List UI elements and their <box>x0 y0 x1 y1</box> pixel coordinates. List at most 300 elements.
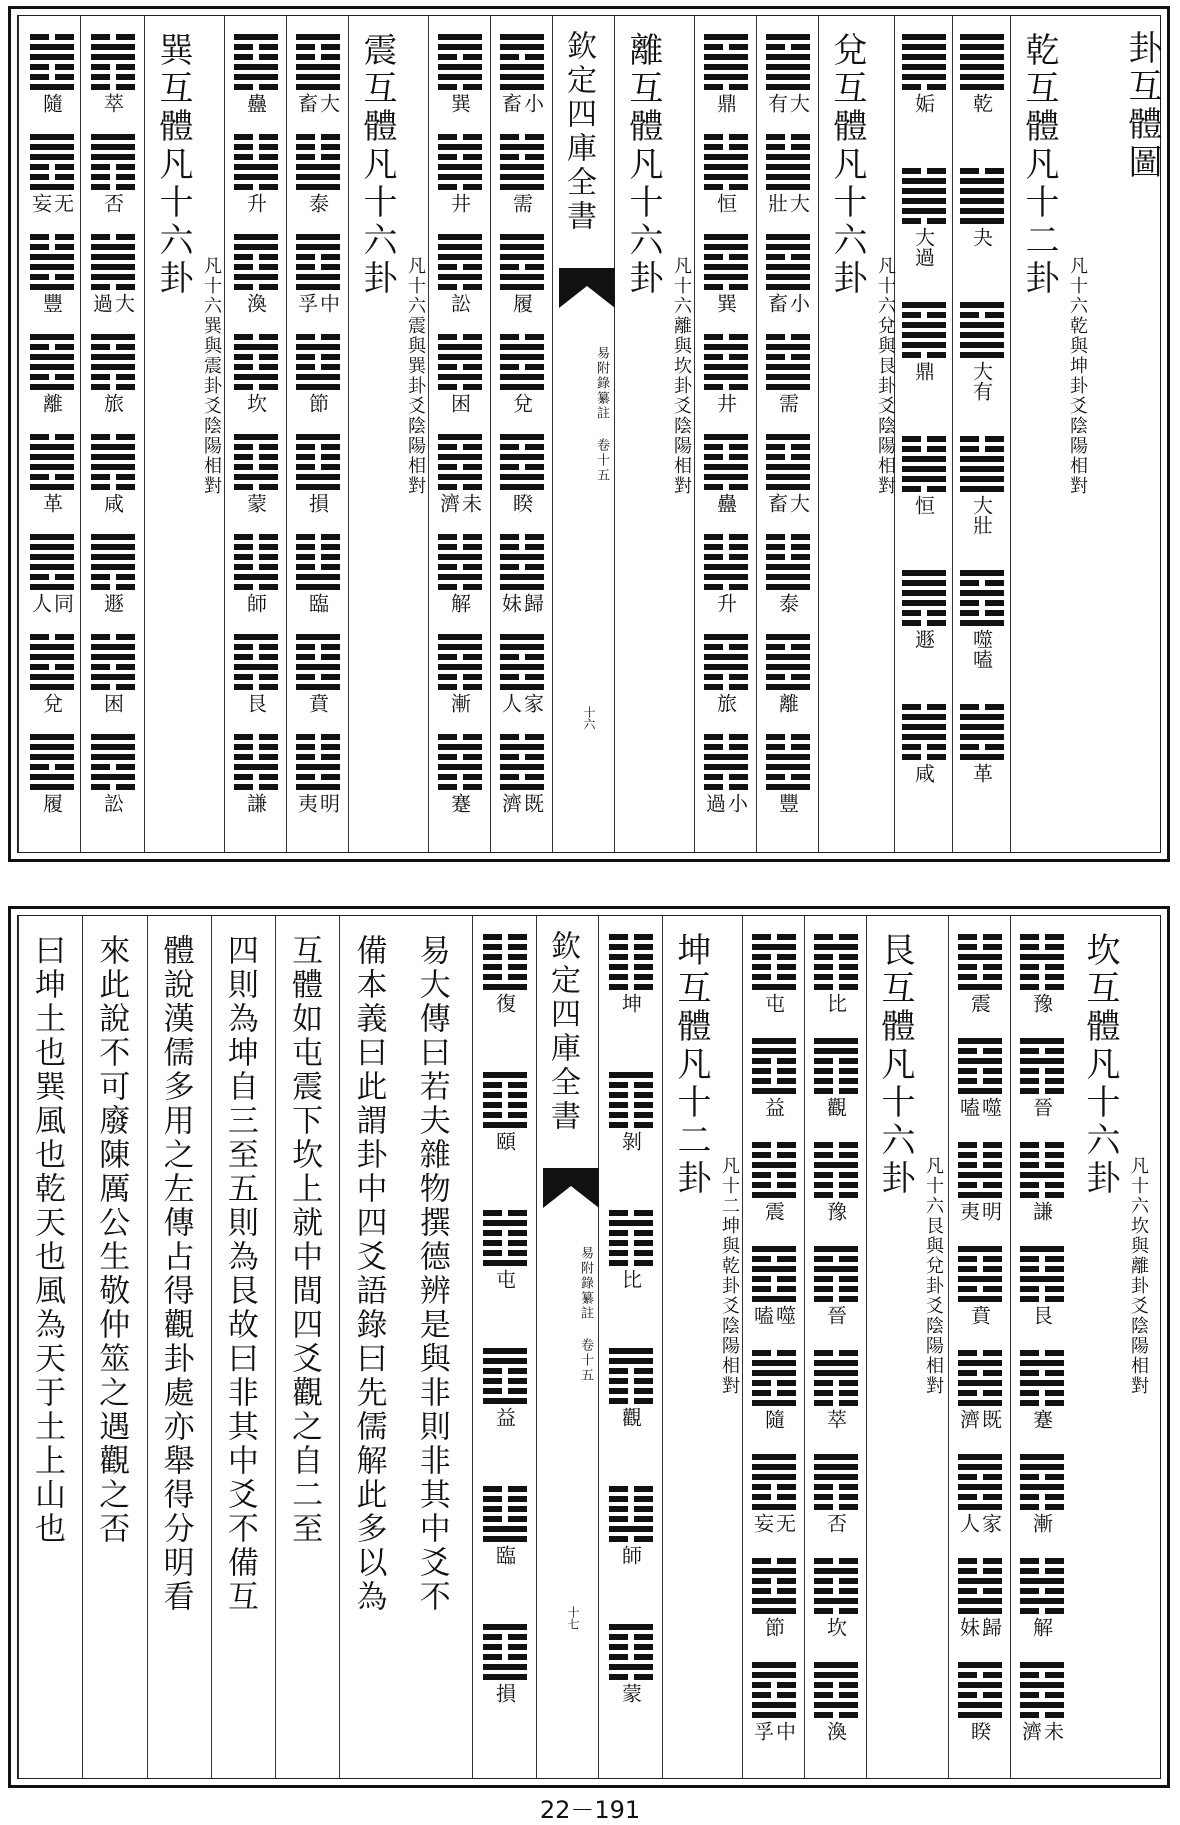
hexagram-lines-icon <box>609 1486 653 1542</box>
hexagram-name: 節 <box>761 1617 786 1637</box>
hexagram-lines-icon <box>30 234 74 290</box>
hexagram-name: 蒙 <box>618 1683 643 1703</box>
hexagram-name: 歸妹 <box>956 1617 1003 1637</box>
commentary-text: 體說漢儒多用之左傳占得觀卦處亦舉得分明看 <box>157 934 194 1614</box>
hexagram-lines-icon <box>609 1348 653 1404</box>
fish-tail-mark-icon <box>543 1168 599 1208</box>
hexagram-cell <box>30 734 74 828</box>
hexagram-lines-icon <box>296 434 340 490</box>
hexagram-cell <box>752 1350 796 1448</box>
hex-column-youtai <box>756 16 818 852</box>
hexagram-cell <box>483 1348 527 1480</box>
hexagram-lines-icon <box>766 334 810 390</box>
hexagram-name: 乾 <box>969 93 994 113</box>
hexagram-cell <box>91 334 135 428</box>
hexagram-lines-icon <box>958 934 1002 990</box>
hexagram-name: 升 <box>243 193 268 213</box>
hexagram-name: 困 <box>100 693 125 713</box>
hex-list <box>599 934 662 1762</box>
hexagram-cell <box>960 704 1004 832</box>
hexagram-lines-icon <box>234 234 278 290</box>
hex-list <box>949 934 1010 1766</box>
hexagram-lines-icon <box>704 734 748 790</box>
hexagram-cell <box>958 1038 1002 1136</box>
hexagram-lines-icon <box>483 934 527 990</box>
hexagram-name: 革 <box>39 493 64 513</box>
hexagram-name: 離 <box>39 393 64 413</box>
hexagram-lines-icon <box>1020 1662 1064 1718</box>
hexagram-lines-icon <box>91 134 135 190</box>
zhen-note: 凡十六震與巽卦爻陰陽相對 <box>405 256 426 496</box>
hexagram-name: 益 <box>761 1097 786 1117</box>
hexagram-lines-icon <box>296 134 340 190</box>
hexagram-lines-icon <box>234 434 278 490</box>
hexagram-name: 師 <box>618 1545 643 1565</box>
hexagram-lines-icon <box>958 1038 1002 1094</box>
hexagram-cell <box>609 1486 653 1618</box>
hexagram-cell <box>902 168 946 296</box>
hexagram-cell <box>960 168 1004 296</box>
dui-header: 兌互體凡十六卦 <box>827 32 867 298</box>
hexagram-name: 大過 <box>911 227 936 267</box>
hexagram-name: 睽 <box>967 1721 992 1741</box>
hexagram-lines-icon <box>958 1246 1002 1302</box>
hexagram-name: 小畜 <box>764 293 811 313</box>
hexagram-name: 賁 <box>967 1305 992 1325</box>
hexagram-name: 比 <box>823 993 848 1013</box>
hexagram-cell <box>296 334 340 428</box>
hexagram-lines-icon <box>814 1662 858 1718</box>
hexagram-name: 同人 <box>28 593 75 613</box>
hexagram-cell <box>296 634 340 728</box>
hexagram-name: 姤 <box>911 93 936 113</box>
hexagram-lines-icon <box>91 334 135 390</box>
hexagram-cell <box>234 34 278 128</box>
hexagram-lines-icon <box>500 134 544 190</box>
hexagram-name: 損 <box>305 493 330 513</box>
hexagram-lines-icon <box>960 168 1004 224</box>
hexagram-name: 小畜 <box>498 93 545 113</box>
hexagram-lines-icon <box>30 634 74 690</box>
hexagram-lines-icon <box>91 534 135 590</box>
hexagram-lines-icon <box>483 1072 527 1128</box>
hex-column-zhen <box>948 916 1010 1778</box>
hexagram-cell <box>438 634 482 728</box>
hexagram-name: 明夷 <box>956 1201 1003 1221</box>
hex-column-bi <box>804 916 866 1778</box>
hexagram-cell <box>91 634 135 728</box>
hexagram-lines-icon <box>438 134 482 190</box>
hexagram-lines-icon <box>438 34 482 90</box>
hexagram-cell <box>766 34 810 128</box>
hexagram-cell <box>234 534 278 628</box>
hexagram-lines-icon <box>766 534 810 590</box>
hexagram-name: 蠱 <box>713 493 738 513</box>
hex-column-xiaoxu <box>490 16 552 852</box>
hexagram-cell <box>902 570 946 698</box>
hexagram-name: 家人 <box>956 1513 1003 1533</box>
hexagram-name: 蠱 <box>243 93 268 113</box>
hexagram-lines-icon <box>704 34 748 90</box>
qian-note: 凡十六乾與坤卦爻陰陽相對 <box>1067 256 1088 496</box>
hexagram-cell <box>91 134 135 228</box>
hexagram-name: 臨 <box>305 593 330 613</box>
hexagram-lines-icon <box>814 1142 858 1198</box>
hexagram-cell <box>960 302 1004 430</box>
hexagram-lines-icon <box>814 1350 858 1406</box>
hexagram-lines-icon <box>438 234 482 290</box>
hexagram-cell <box>814 1454 858 1552</box>
hexagram-cell <box>438 434 482 528</box>
hexagram-name: 屯 <box>492 1269 517 1289</box>
hexagram-name: 泰 <box>775 593 800 613</box>
hexagram-lines-icon <box>766 234 810 290</box>
hexagram-name: 鼎 <box>911 361 936 381</box>
hex-column-qian <box>952 16 1010 852</box>
hexagram-lines-icon <box>766 734 810 790</box>
hexagram-cell <box>814 1246 858 1344</box>
hexagram-name: 鼎 <box>713 93 738 113</box>
commentary-text: 備本義曰此謂卦中四爻語錄曰先儒解此多以為 <box>350 934 387 1614</box>
hexagram-name: 坎 <box>243 393 268 413</box>
commentary-text: 互體如屯震下坎上就中間四爻觀之自二至 <box>286 934 323 1546</box>
hexagram-cell <box>814 1350 858 1448</box>
hexagram-name: 謙 <box>243 793 268 813</box>
hexagram-cell <box>704 334 748 428</box>
hexagram-name: 坎 <box>823 1617 848 1637</box>
hexagram-lines-icon <box>814 1246 858 1302</box>
hex-list <box>287 34 348 834</box>
hexagram-cell <box>500 634 544 728</box>
dui-note: 凡十六兌與艮卦爻陰陽相對 <box>875 256 896 496</box>
hexagram-cell <box>766 134 810 228</box>
hex-column-gou <box>894 16 952 852</box>
hexagram-lines-icon <box>752 1454 796 1510</box>
hexagram-name: 益 <box>492 1407 517 1427</box>
hexagram-cell <box>752 1454 796 1552</box>
hexagram-name: 既濟 <box>956 1409 1003 1429</box>
hexagram-lines-icon <box>234 34 278 90</box>
hexagram-name: 坤 <box>618 993 643 1013</box>
gen-header: 艮互體凡十六卦 <box>875 932 915 1198</box>
hex-list <box>953 34 1010 838</box>
hexagram-cell <box>609 1348 653 1480</box>
hexagram-cell <box>752 1246 796 1344</box>
hexagram-name: 豐 <box>775 793 800 813</box>
hexagram-cell <box>234 234 278 328</box>
hexagram-lines-icon <box>704 134 748 190</box>
hexagram-name: 萃 <box>100 93 125 113</box>
top-page-frame <box>17 15 1161 853</box>
hexagram-cell <box>438 34 482 128</box>
hexagram-cell <box>483 1624 527 1756</box>
hexagram-name: 大畜 <box>294 93 341 113</box>
hexagram-name: 兌 <box>39 693 64 713</box>
hexagram-lines-icon <box>752 934 796 990</box>
hexagram-name: 師 <box>243 593 268 613</box>
hexagram-name: 需 <box>509 193 534 213</box>
hexagram-cell <box>609 1624 653 1756</box>
kan-note: 凡十六坎與離卦爻陰陽相對 <box>1128 1156 1149 1396</box>
hexagram-name: 節 <box>305 393 330 413</box>
hexagram-cell <box>91 34 135 128</box>
hexagram-cell <box>91 734 135 828</box>
hexagram-cell <box>609 934 653 1066</box>
hexagram-lines-icon <box>1020 934 1064 990</box>
center-note: 易附錄纂註 卷十五 <box>578 1246 593 1383</box>
hexagram-lines-icon <box>609 1624 653 1680</box>
hexagram-name: 中孚 <box>294 293 341 313</box>
hexagram-name: 履 <box>39 793 64 813</box>
qian-header: 乾互體凡十二卦 <box>1019 32 1059 298</box>
hexagram-name: 恒 <box>911 495 936 515</box>
hexagram-cell <box>438 334 482 428</box>
hexagram-name: 井 <box>447 193 472 213</box>
hexagram-cell <box>483 934 527 1066</box>
hexagram-cell <box>766 634 810 728</box>
hexagram-lines-icon <box>483 1210 527 1266</box>
hexagram-lines-icon <box>500 34 544 90</box>
hexagram-name: 小過 <box>702 793 749 813</box>
hexagram-name: 大畜 <box>764 493 811 513</box>
hex-list <box>19 34 84 834</box>
hexagram-name: 豐 <box>39 293 64 313</box>
hexagram-cell <box>752 1558 796 1656</box>
hexagram-cell <box>234 634 278 728</box>
hexagram-cell <box>960 436 1004 564</box>
commentary-column <box>211 916 275 1778</box>
hexagram-cell <box>958 1350 1002 1448</box>
hexagram-cell <box>500 34 544 128</box>
hexagram-cell <box>234 734 278 828</box>
hexagram-cell <box>296 534 340 628</box>
hexagram-cell <box>704 534 748 628</box>
hexagram-lines-icon <box>30 734 74 790</box>
hexagram-lines-icon <box>766 434 810 490</box>
hex-list <box>805 934 866 1766</box>
hexagram-cell <box>814 1038 858 1136</box>
hexagram-cell <box>958 1662 1002 1760</box>
hexagram-name: 中孚 <box>750 1721 797 1741</box>
hexagram-cell <box>960 570 1004 698</box>
commentary-column <box>147 916 211 1778</box>
hexagram-lines-icon <box>766 34 810 90</box>
hexagram-cell <box>30 34 74 128</box>
hexagram-name: 損 <box>492 1683 517 1703</box>
hexagram-lines-icon <box>30 434 74 490</box>
hexagram-lines-icon <box>91 734 135 790</box>
li-header: 離互體凡十六卦 <box>623 32 663 298</box>
hexagram-name: 遯 <box>100 593 125 613</box>
hexagram-cell <box>296 734 340 828</box>
hexagram-name: 履 <box>509 293 534 313</box>
hexagram-name: 渙 <box>823 1721 848 1741</box>
hexagram-lines-icon <box>234 634 278 690</box>
hexagram-name: 无妄 <box>750 1513 797 1533</box>
hexagram-cell <box>91 234 135 328</box>
hexagram-lines-icon <box>752 1558 796 1614</box>
hexagram-cell <box>958 1142 1002 1240</box>
hexagram-name: 巽 <box>447 93 472 113</box>
hexagram-cell <box>704 634 748 728</box>
hexagram-cell <box>752 1038 796 1136</box>
hexagram-lines-icon <box>704 634 748 690</box>
hexagram-lines-icon <box>30 534 74 590</box>
hexagram-lines-icon <box>609 1210 653 1266</box>
hexagram-cell <box>609 1072 653 1204</box>
hexagram-lines-icon <box>752 1350 796 1406</box>
hexagram-name: 噬嗑 <box>750 1305 797 1325</box>
hexagram-lines-icon <box>296 534 340 590</box>
hex-list <box>695 34 756 834</box>
hexagram-cell <box>958 1558 1002 1656</box>
hexagram-name: 大過 <box>89 293 136 313</box>
hexagram-lines-icon <box>609 934 653 990</box>
hexagram-name: 井 <box>713 393 738 413</box>
commentary-column <box>404 916 468 1778</box>
hexagram-lines-icon <box>752 1142 796 1198</box>
hex-list <box>895 34 952 838</box>
hexagram-name: 夬 <box>969 227 994 247</box>
dui-header-column <box>818 16 894 852</box>
top-page <box>8 6 1170 862</box>
hexagram-lines-icon <box>958 1662 1002 1718</box>
hexagram-name: 屯 <box>761 993 786 1013</box>
li-note: 凡十六離與坎卦爻陰陽相對 <box>671 256 692 496</box>
hexagram-cell <box>30 234 74 328</box>
hexagram-cell <box>752 1142 796 1240</box>
hexagram-lines-icon <box>91 634 135 690</box>
hexagram-name: 大壯 <box>969 495 994 535</box>
kun-note: 凡十二坤與乾卦爻陰陽相對 <box>719 1156 740 1396</box>
hexagram-cell <box>30 534 74 628</box>
commentary-text: 易大傳曰若夫雜物撰德辨是與非則非其中爻不 <box>413 934 450 1614</box>
hexagram-cell <box>483 1486 527 1618</box>
hexagram-name: 既濟 <box>498 793 545 813</box>
hexagram-lines-icon <box>814 1038 858 1094</box>
hexagram-cell <box>1020 1350 1064 1448</box>
hexagram-lines-icon <box>752 1662 796 1718</box>
hexagram-lines-icon <box>704 334 748 390</box>
hexagram-lines-icon <box>766 634 810 690</box>
hex-column-xun <box>428 16 490 852</box>
hexagram-name: 賁 <box>305 693 330 713</box>
hexagram-lines-icon <box>752 1246 796 1302</box>
hexagram-name: 豫 <box>823 1201 848 1221</box>
hexagram-cell <box>814 934 858 1032</box>
hexagram-cell <box>958 934 1002 1032</box>
hexagram-name: 謙 <box>1029 1201 1054 1221</box>
hexagram-lines-icon <box>1020 1246 1064 1302</box>
hexagram-cell <box>814 1142 858 1240</box>
hexagram-lines-icon <box>1020 1454 1064 1510</box>
hexagram-lines-icon <box>814 1558 858 1614</box>
commentary-text: 曰坤土也巽風也乾天也風為天于土上山也 <box>29 934 66 1546</box>
hexagram-cell <box>704 134 748 228</box>
hexagram-name: 蹇 <box>1029 1409 1054 1429</box>
hexagram-cell <box>234 134 278 228</box>
hexagram-name: 震 <box>967 993 992 1013</box>
hexagram-cell <box>752 934 796 1032</box>
page-number: 十七 <box>566 1606 580 1630</box>
hexagram-cell <box>766 434 810 528</box>
hexagram-name: 否 <box>823 1513 848 1533</box>
hexagram-lines-icon <box>1020 1350 1064 1406</box>
hexagram-cell <box>814 1558 858 1656</box>
hexagram-cell <box>704 34 748 128</box>
center-spine <box>552 16 614 852</box>
hexagram-name: 泰 <box>305 193 330 213</box>
hexagram-name: 豫 <box>1029 993 1054 1013</box>
hexagram-cell <box>704 434 748 528</box>
hexagram-cell <box>438 534 482 628</box>
hexagram-lines-icon <box>704 434 748 490</box>
hexagram-name: 未濟 <box>436 493 483 513</box>
hexagram-lines-icon <box>814 1454 858 1510</box>
hexagram-name: 蹇 <box>447 793 472 813</box>
hexagram-name: 頤 <box>492 1131 517 1151</box>
hex-column-sui <box>18 16 84 852</box>
hexagram-lines-icon <box>902 302 946 358</box>
hexagram-name: 否 <box>100 193 125 213</box>
hexagram-cell <box>902 704 946 832</box>
hexagram-cell <box>902 302 946 430</box>
hexagram-lines-icon <box>960 302 1004 358</box>
bottom-page-frame <box>17 915 1161 1779</box>
hex-column-gu <box>224 16 286 852</box>
hexagram-name: 剝 <box>618 1131 643 1151</box>
zhen-header: 震互體凡十六卦 <box>357 32 397 298</box>
center-title: 欽定四庫全書 <box>561 30 596 234</box>
hexagram-cell <box>483 1072 527 1204</box>
hexagram-lines-icon <box>296 34 340 90</box>
hexagram-cell <box>500 134 544 228</box>
hexagram-cell <box>766 534 810 628</box>
hexagram-lines-icon <box>704 234 748 290</box>
hexagram-cell <box>609 1210 653 1342</box>
hexagram-cell <box>296 34 340 128</box>
kan-header: 坎互體凡十六卦 <box>1080 932 1120 1198</box>
hexagram-cell <box>500 734 544 828</box>
hexagram-lines-icon <box>438 434 482 490</box>
hexagram-lines-icon <box>766 134 810 190</box>
hexagram-lines-icon <box>500 734 544 790</box>
hexagram-cell <box>766 234 810 328</box>
hexagram-cell <box>902 34 946 162</box>
page-footer: 22－191 <box>539 1796 641 1824</box>
hex-list <box>225 34 286 834</box>
hexagram-lines-icon <box>30 134 74 190</box>
hexagram-lines-icon <box>902 704 946 760</box>
hexagram-cell <box>296 434 340 528</box>
hexagram-lines-icon <box>752 1038 796 1094</box>
hexagram-cell <box>500 334 544 428</box>
xun-header-column <box>144 16 224 852</box>
hexagram-lines-icon <box>296 634 340 690</box>
hexagram-cell <box>296 134 340 228</box>
hexagram-name: 觀 <box>618 1407 643 1427</box>
hexagram-cell <box>1020 1454 1064 1552</box>
hexagram-name: 无妄 <box>28 193 75 213</box>
hexagram-name: 咸 <box>911 763 936 783</box>
commentary-text: 來此說不可廢陳厲公生敬仲筮之遇觀之否 <box>93 934 130 1546</box>
hexagram-name: 觀 <box>823 1097 848 1117</box>
hexagram-cell <box>483 1210 527 1342</box>
hexagram-lines-icon <box>234 534 278 590</box>
hexagram-name: 蒙 <box>243 493 268 513</box>
hexagram-name: 離 <box>775 693 800 713</box>
hexagram-lines-icon <box>704 534 748 590</box>
